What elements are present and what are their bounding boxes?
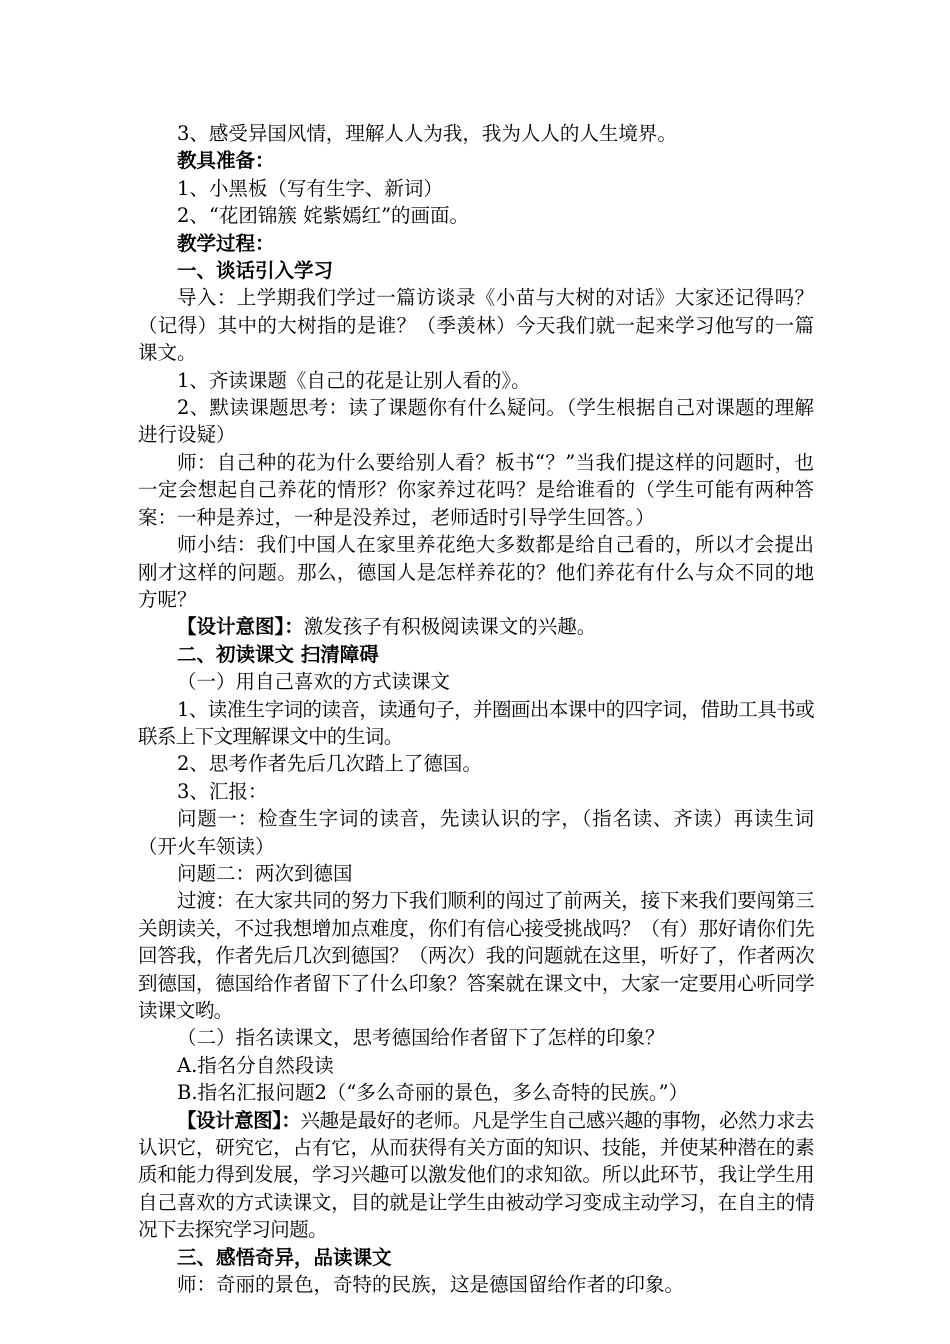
paragraph: 师：奇丽的景色，奇特的民族，这是德国留给作者的印象。 (177, 1273, 685, 1297)
paragraph: 2、默读课题思考：读了课题你有什么疑问。（学生根据自己对课题的理解进行设疑） (138, 396, 814, 447)
design-intent-text: 激发孩子有积极阅读课文的兴趣。 (303, 615, 597, 639)
paragraph: 过渡：在大家共同的努力下我们顺利的闯过了前两关，接下来我们要闯第三关朗读关，不过我想增加点难度，你们有信心接受挑战吗？（有）那好请你们先回答我，作者先后几次到德国？（两次）我的问题就在这里，听好了，作者两次到德国，德国给作者留下了什么印象？答案就在课文中，大家一定要用心听同学读课文哟。 (138, 889, 814, 1022)
design-intent-text: 兴趣是最好的老师。凡是学生自己感兴趣的事物，必然力求去认识它，研究它，占有它，从而获得有关方面的知识、技能，并使某种潜在的素质和能力得到发展，学习兴趣可以激发他们的求知欲。所以此环节，我让学生用自己喜欢的方式读课文，目的就是让学生由被动学习变成主动学习，在自主的情况下去探究学习问题。 (138, 1108, 814, 1242)
paragraph: 师：自己种的花为什么要给别人看？板书“？”当我们提这样的问题时，也一定会想起自己养花的情形？你家养过花吗？是给谁看的（学生可能有两种答案：一种是养过，一种是没养过，老师适时引导学生回答。） (138, 450, 814, 529)
paragraph: A.指名分自然段读 (177, 1053, 334, 1077)
paragraph: 导入：上学期我们学过一篇访谈录《小苗与大树的对话》大家还记得吗？（记得）其中的大树指的是谁？（季羡林）今天我们就一起来学习他写的一篇课文。 (138, 286, 814, 365)
paragraph: （二）指名读课文，思考德国给作者留下了怎样的印象？ (177, 1026, 665, 1050)
paragraph: 1、读准生字词的读音，读通句子，并圈画出本课中的四字词，借助工具书或联系上下文理解课文中的生词。 (138, 697, 814, 748)
section-heading: 二、初读课文 扫清障碍 (177, 642, 379, 666)
paragraph: 问题一：检查生字词的读音，先读认识的字，（指名读、齐读）再读生词（开火车领读） (138, 807, 814, 858)
section-heading: 三、感悟奇异，品读课文 (177, 1245, 392, 1269)
design-intent-paragraph (138, 1107, 814, 1244)
paragraph: 1、齐读课题《自己的花是让别人看的》。 (177, 368, 531, 392)
section-heading: 教具准备： (177, 149, 275, 173)
section-heading: 一、谈话引入学习 (177, 259, 334, 283)
paragraph: B.指名汇报问题2（“多么奇丽的景色，多么奇特的民族。”） (177, 1081, 689, 1105)
design-intent-label: 【设计意图】： (177, 615, 304, 639)
paragraph: 问题二：两次到德国 (177, 861, 353, 885)
section-heading: 教学过程： (177, 231, 275, 255)
design-intent-label: 【设计意图】： (177, 1108, 301, 1132)
paragraph: （一）用自己喜欢的方式读课文 (177, 670, 451, 694)
paragraph: 2、思考作者先后几次踏上了德国。 (177, 752, 482, 776)
paragraph: 3、感受异国风情，理解人人为我，我为人人的人生境界。 (177, 122, 677, 145)
design-intent-paragraph (138, 613, 814, 640)
paragraph: 3、汇报： (177, 779, 268, 803)
document-page (138, 120, 814, 1298)
paragraph: 2、“花团锦簇 姹紫嫣红”的画面。 (177, 204, 470, 228)
paragraph: 师小结：我们中国人在家里养花绝大多数都是给自己看的，所以才会提出刚才这样的问题。那么，德国人是怎样养花的？他们养花有什么与众不同的地方呢？ (138, 533, 814, 611)
paragraph: 1、小黑板（写有生字、新词） (177, 176, 443, 200)
